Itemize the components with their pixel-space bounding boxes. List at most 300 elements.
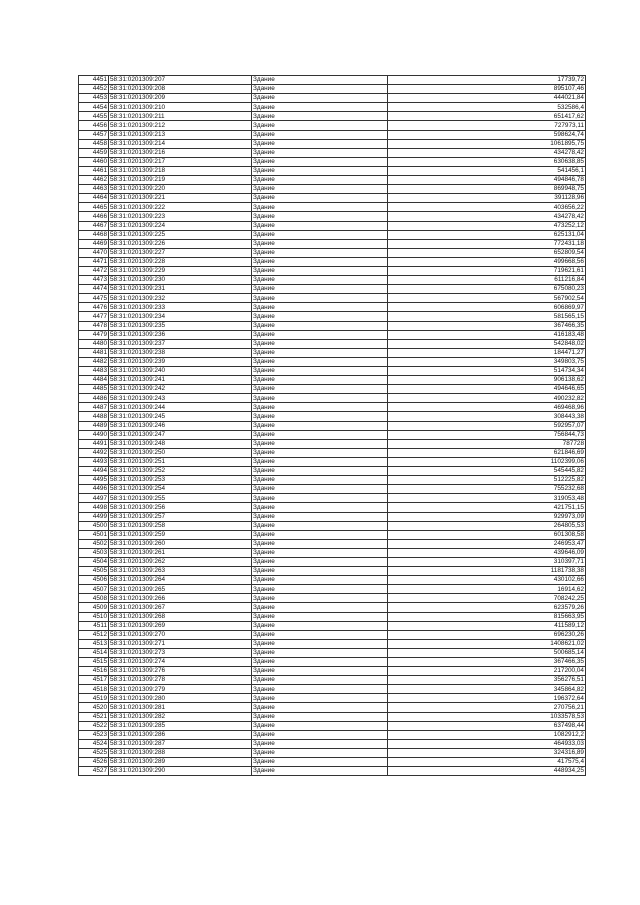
object-type-cell: Здание	[252, 748, 388, 757]
table-row	[79, 285, 586, 294]
cadastral-value-cell: 696230,26	[388, 630, 586, 639]
row-number-cell: 4487	[79, 403, 109, 412]
table-row	[79, 748, 586, 757]
table-row	[79, 758, 586, 767]
cadastral-number-cell: 58:31:0201309:237	[109, 339, 252, 348]
object-type-cell: Здание	[252, 594, 388, 603]
cadastral-value-cell: 592957,07	[388, 421, 586, 430]
cadastral-value-cell: 367466,35	[388, 658, 586, 667]
table-row	[79, 230, 586, 239]
cadastral-number-cell: 58:31:0201309:207	[109, 76, 252, 85]
table-row	[79, 521, 586, 530]
cadastral-number-cell: 58:31:0201309:223	[109, 212, 252, 221]
cadastral-value-cell: 324316,89	[388, 748, 586, 757]
object-type-cell: Здание	[252, 303, 388, 312]
table-row	[79, 394, 586, 403]
row-number-cell: 4479	[79, 330, 109, 339]
cadastral-value-cell: 421751,15	[388, 503, 586, 512]
cadastral-number-cell: 58:31:0201309:252	[109, 467, 252, 476]
object-type-cell: Здание	[252, 348, 388, 357]
cadastral-number-cell: 58:31:0201309:270	[109, 630, 252, 639]
object-type-cell: Здание	[252, 266, 388, 275]
cadastral-number-cell: 58:31:0201309:271	[109, 639, 252, 648]
cadastral-number-cell: 58:31:0201309:266	[109, 594, 252, 603]
cadastral-number-cell: 58:31:0201309:224	[109, 221, 252, 230]
cadastral-number-cell: 58:31:0201309:218	[109, 166, 252, 175]
row-number-cell: 4466	[79, 212, 109, 221]
cadastral-number-cell: 58:31:0201309:216	[109, 148, 252, 157]
row-number-cell: 4494	[79, 467, 109, 476]
cadastral-number-cell: 58:31:0201309:246	[109, 421, 252, 430]
row-number-cell: 4504	[79, 557, 109, 566]
table-row	[79, 294, 586, 303]
object-type-cell: Здание	[252, 103, 388, 112]
cadastral-value-cell: 621846,69	[388, 448, 586, 457]
object-type-cell: Здание	[252, 530, 388, 539]
table-row	[79, 176, 586, 185]
row-number-cell: 4476	[79, 303, 109, 312]
object-type-cell: Здание	[252, 448, 388, 457]
row-number-cell: 4483	[79, 367, 109, 376]
table-row	[79, 648, 586, 657]
cadastral-value-cell: 514734,34	[388, 367, 586, 376]
row-number-cell: 4464	[79, 194, 109, 203]
row-number-cell: 4492	[79, 448, 109, 457]
object-type-cell: Здание	[252, 367, 388, 376]
cadastral-value-cell: 567902,54	[388, 294, 586, 303]
cadastral-value-cell: 787728	[388, 439, 586, 448]
cadastral-number-cell: 58:31:0201309:251	[109, 457, 252, 466]
cadastral-value-cell: 727973,11	[388, 121, 586, 130]
object-type-cell: Здание	[252, 239, 388, 248]
cadastral-value-cell: 869948,75	[388, 185, 586, 194]
cadastral-number-cell: 58:31:0201309:262	[109, 557, 252, 566]
object-type-cell: Здание	[252, 157, 388, 166]
cadastral-number-cell: 58:31:0201309:233	[109, 303, 252, 312]
row-number-cell: 4457	[79, 130, 109, 139]
table-row	[79, 658, 586, 667]
cadastral-value-cell: 345864,82	[388, 685, 586, 694]
cadastral-number-cell: 58:31:0201309:278	[109, 676, 252, 685]
cadastral-number-cell: 58:31:0201309:211	[109, 112, 252, 121]
row-number-cell: 4510	[79, 612, 109, 621]
row-number-cell: 4527	[79, 767, 109, 776]
row-number-cell: 4459	[79, 148, 109, 157]
object-type-cell: Здание	[252, 176, 388, 185]
object-type-cell: Здание	[252, 485, 388, 494]
row-number-cell: 4462	[79, 176, 109, 185]
object-type-cell: Здание	[252, 703, 388, 712]
row-number-cell: 4467	[79, 221, 109, 230]
cadastral-value-cell: 367466,35	[388, 321, 586, 330]
object-type-cell: Здание	[252, 512, 388, 521]
object-type-cell: Здание	[252, 548, 388, 557]
row-number-cell: 4470	[79, 248, 109, 257]
table-row	[79, 485, 586, 494]
cadastral-value-cell: 17739,72	[388, 76, 586, 85]
cadastral-number-cell: 58:31:0201309:259	[109, 530, 252, 539]
cadastral-value-cell: 637498,44	[388, 721, 586, 730]
cadastral-value-cell: 545445,82	[388, 467, 586, 476]
row-number-cell: 4524	[79, 739, 109, 748]
cadastral-number-cell: 58:31:0201309:226	[109, 239, 252, 248]
table-row	[79, 767, 586, 776]
cadastral-value-cell: 356276,51	[388, 676, 586, 685]
object-type-cell: Здание	[252, 648, 388, 657]
row-number-cell: 4517	[79, 676, 109, 685]
row-number-cell: 4518	[79, 685, 109, 694]
object-type-cell: Здание	[252, 339, 388, 348]
row-number-cell: 4453	[79, 94, 109, 103]
table-row	[79, 266, 586, 275]
cadastral-number-cell: 58:31:0201309:274	[109, 658, 252, 667]
table-row	[79, 330, 586, 339]
row-number-cell: 4490	[79, 430, 109, 439]
table-row	[79, 739, 586, 748]
cadastral-number-cell: 58:31:0201309:255	[109, 494, 252, 503]
table-body	[79, 76, 586, 776]
table-row	[79, 276, 586, 285]
row-number-cell: 4478	[79, 321, 109, 330]
cadastral-value-cell: 464933,03	[388, 739, 586, 748]
table-row	[79, 121, 586, 130]
row-number-cell: 4486	[79, 394, 109, 403]
cadastral-value-cell: 430102,66	[388, 576, 586, 585]
cadastral-value-cell: 434278,42	[388, 148, 586, 157]
cadastral-number-cell: 58:31:0201309:260	[109, 539, 252, 548]
row-number-cell: 4497	[79, 494, 109, 503]
row-number-cell: 4456	[79, 121, 109, 130]
object-type-cell: Здание	[252, 730, 388, 739]
cadastral-number-cell: 58:31:0201309:285	[109, 721, 252, 730]
row-number-cell: 4506	[79, 576, 109, 585]
table-row	[79, 403, 586, 412]
row-number-cell: 4521	[79, 712, 109, 721]
cadastral-number-cell: 58:31:0201309:239	[109, 357, 252, 366]
row-number-cell: 4455	[79, 112, 109, 121]
table-row	[79, 639, 586, 648]
object-type-cell: Здание	[252, 685, 388, 694]
row-number-cell: 4461	[79, 166, 109, 175]
row-number-cell: 4475	[79, 294, 109, 303]
row-number-cell: 4458	[79, 139, 109, 148]
object-type-cell: Здание	[252, 312, 388, 321]
object-type-cell: Здание	[252, 276, 388, 285]
object-type-cell: Здание	[252, 421, 388, 430]
cadastral-number-cell: 58:31:0201309:225	[109, 230, 252, 239]
cadastral-value-cell: 598624,74	[388, 130, 586, 139]
row-number-cell: 4460	[79, 157, 109, 166]
row-number-cell: 4488	[79, 412, 109, 421]
row-number-cell: 4505	[79, 567, 109, 576]
cadastral-value-cell: 708242,25	[388, 594, 586, 603]
cadastral-number-cell: 58:31:0201309:273	[109, 648, 252, 657]
object-type-cell: Здание	[252, 739, 388, 748]
table-row	[79, 239, 586, 248]
cadastral-number-cell: 58:31:0201309:228	[109, 257, 252, 266]
table-row	[79, 494, 586, 503]
cadastral-value-cell: 611216,84	[388, 276, 586, 285]
table-row	[79, 512, 586, 521]
row-number-cell: 4500	[79, 521, 109, 530]
object-type-cell: Здание	[252, 621, 388, 630]
object-type-cell: Здание	[252, 539, 388, 548]
table-row	[79, 357, 586, 366]
row-number-cell: 4499	[79, 512, 109, 521]
cadastral-value-cell: 444021,84	[388, 94, 586, 103]
cadastral-value-cell: 756844,73	[388, 430, 586, 439]
table-row	[79, 185, 586, 194]
table-row	[79, 430, 586, 439]
table-row	[79, 448, 586, 457]
row-number-cell: 4498	[79, 503, 109, 512]
cadastral-value-cell: 310397,71	[388, 557, 586, 566]
cadastral-value-cell: 319053,48	[388, 494, 586, 503]
cadastral-number-cell: 58:31:0201309:229	[109, 266, 252, 275]
object-type-cell: Здание	[252, 394, 388, 403]
object-type-cell: Здание	[252, 658, 388, 667]
cadastral-value-cell: 16914,62	[388, 585, 586, 594]
cadastral-number-cell: 58:31:0201309:279	[109, 685, 252, 694]
cadastral-value-cell: 772431,18	[388, 239, 586, 248]
object-type-cell: Здание	[252, 430, 388, 439]
cadastral-value-cell: 1061895,75	[388, 139, 586, 148]
cadastral-number-cell: 58:31:0201309:264	[109, 576, 252, 585]
cadastral-number-cell: 58:31:0201309:210	[109, 103, 252, 112]
cadastral-value-cell: 541456,1	[388, 166, 586, 175]
cadastral-value-cell: 499668,56	[388, 257, 586, 266]
cadastral-number-cell: 58:31:0201309:261	[109, 548, 252, 557]
table-row	[79, 94, 586, 103]
row-number-cell: 4523	[79, 730, 109, 739]
cadastral-value-cell: 1181738,38	[388, 567, 586, 576]
row-number-cell: 4454	[79, 103, 109, 112]
cadastral-number-cell: 58:31:0201309:286	[109, 730, 252, 739]
cadastral-value-cell: 500685,14	[388, 648, 586, 657]
table-row	[79, 257, 586, 266]
table-row	[79, 76, 586, 85]
cadastral-number-cell: 58:31:0201309:209	[109, 94, 252, 103]
table-row	[79, 530, 586, 539]
object-type-cell: Здание	[252, 376, 388, 385]
table-row	[79, 166, 586, 175]
table-row	[79, 676, 586, 685]
row-number-cell: 4513	[79, 639, 109, 648]
cadastral-value-cell: 270756,21	[388, 703, 586, 712]
row-number-cell: 4501	[79, 530, 109, 539]
row-number-cell: 4520	[79, 703, 109, 712]
object-type-cell: Здание	[252, 230, 388, 239]
table-row	[79, 557, 586, 566]
table-row	[79, 203, 586, 212]
cadastral-value-cell: 434278,42	[388, 212, 586, 221]
table-row	[79, 612, 586, 621]
cadastral-number-cell: 58:31:0201309:287	[109, 739, 252, 748]
object-type-cell: Здание	[252, 294, 388, 303]
object-type-cell: Здание	[252, 166, 388, 175]
cadastral-value-cell: 906138,62	[388, 376, 586, 385]
row-number-cell: 4480	[79, 339, 109, 348]
object-type-cell: Здание	[252, 76, 388, 85]
object-type-cell: Здание	[252, 194, 388, 203]
table-row	[79, 694, 586, 703]
table-row	[79, 103, 586, 112]
cadastral-number-cell: 58:31:0201309:235	[109, 321, 252, 330]
cadastral-value-table	[78, 75, 586, 776]
cadastral-value-cell: 623579,26	[388, 603, 586, 612]
cadastral-number-cell: 58:31:0201309:258	[109, 521, 252, 530]
cadastral-number-cell: 58:31:0201309:220	[109, 185, 252, 194]
object-type-cell: Здание	[252, 203, 388, 212]
cadastral-number-cell: 58:31:0201309:231	[109, 285, 252, 294]
row-number-cell: 4519	[79, 694, 109, 703]
cadastral-number-cell: 58:31:0201309:267	[109, 603, 252, 612]
cadastral-value-cell: 606869,97	[388, 303, 586, 312]
cadastral-value-cell: 929973,09	[388, 512, 586, 521]
cadastral-number-cell: 58:31:0201309:243	[109, 394, 252, 403]
cadastral-value-cell: 1102399,06	[388, 457, 586, 466]
table-row	[79, 157, 586, 166]
object-type-cell: Здание	[252, 285, 388, 294]
table-row	[79, 703, 586, 712]
cadastral-number-cell: 58:31:0201309:281	[109, 703, 252, 712]
table-row	[79, 130, 586, 139]
cadastral-number-cell: 58:31:0201309:250	[109, 448, 252, 457]
table-row	[79, 476, 586, 485]
row-number-cell: 4469	[79, 239, 109, 248]
table-row	[79, 548, 586, 557]
cadastral-value-cell: 264805,53	[388, 521, 586, 530]
cadastral-value-cell: 349803,75	[388, 357, 586, 366]
cadastral-number-cell: 58:31:0201309:257	[109, 512, 252, 521]
table-row	[79, 339, 586, 348]
cadastral-value-cell: 417575,4	[388, 758, 586, 767]
table-row	[79, 467, 586, 476]
table-row	[79, 685, 586, 694]
object-type-cell: Здание	[252, 439, 388, 448]
table-row	[79, 221, 586, 230]
row-number-cell: 4515	[79, 658, 109, 667]
row-number-cell: 4472	[79, 266, 109, 275]
row-number-cell: 4514	[79, 648, 109, 657]
cadastral-number-cell: 58:31:0201309:280	[109, 694, 252, 703]
object-type-cell: Здание	[252, 403, 388, 412]
cadastral-number-cell: 58:31:0201309:248	[109, 439, 252, 448]
cadastral-number-cell: 58:31:0201309:227	[109, 248, 252, 257]
cadastral-number-cell: 58:31:0201309:242	[109, 385, 252, 394]
object-type-cell: Здание	[252, 112, 388, 121]
cadastral-value-cell: 411589,12	[388, 621, 586, 630]
cadastral-value-cell: 448934,25	[388, 767, 586, 776]
row-number-cell: 4484	[79, 376, 109, 385]
object-type-cell: Здание	[252, 385, 388, 394]
table-row	[79, 585, 586, 594]
object-type-cell: Здание	[252, 721, 388, 730]
table-row	[79, 603, 586, 612]
row-number-cell: 4482	[79, 357, 109, 366]
cadastral-value-cell: 308443,38	[388, 412, 586, 421]
cadastral-value-cell: 601308,58	[388, 530, 586, 539]
cadastral-value-cell: 581565,15	[388, 312, 586, 321]
cadastral-number-cell: 58:31:0201309:214	[109, 139, 252, 148]
row-number-cell: 4477	[79, 312, 109, 321]
row-number-cell: 4502	[79, 539, 109, 548]
cadastral-value-cell: 815663,95	[388, 612, 586, 621]
table-row	[79, 148, 586, 157]
table-row	[79, 385, 586, 394]
cadastral-value-cell: 542848,02	[388, 339, 586, 348]
cadastral-number-cell: 58:31:0201309:253	[109, 476, 252, 485]
object-type-cell: Здание	[252, 557, 388, 566]
cadastral-number-cell: 58:31:0201309:238	[109, 348, 252, 357]
cadastral-number-cell: 58:31:0201309:244	[109, 403, 252, 412]
row-number-cell: 4468	[79, 230, 109, 239]
table-row	[79, 412, 586, 421]
cadastral-number-cell: 58:31:0201309:276	[109, 667, 252, 676]
cadastral-number-cell: 58:31:0201309:247	[109, 430, 252, 439]
cadastral-number-cell: 58:31:0201309:234	[109, 312, 252, 321]
object-type-cell: Здание	[252, 457, 388, 466]
object-type-cell: Здание	[252, 639, 388, 648]
table-row	[79, 539, 586, 548]
cadastral-number-cell: 58:31:0201309:263	[109, 567, 252, 576]
row-number-cell: 4495	[79, 476, 109, 485]
object-type-cell: Здание	[252, 503, 388, 512]
row-number-cell: 4493	[79, 457, 109, 466]
row-number-cell: 4473	[79, 276, 109, 285]
table-row	[79, 503, 586, 512]
row-number-cell: 4509	[79, 603, 109, 612]
row-number-cell: 4503	[79, 548, 109, 557]
table-row	[79, 630, 586, 639]
row-number-cell: 4525	[79, 748, 109, 757]
object-type-cell: Здание	[252, 467, 388, 476]
table-row	[79, 457, 586, 466]
table-row	[79, 139, 586, 148]
cadastral-value-cell: 625131,04	[388, 230, 586, 239]
cadastral-value-cell: 217200,04	[388, 667, 586, 676]
cadastral-value-cell: 651417,62	[388, 112, 586, 121]
object-type-cell: Здание	[252, 476, 388, 485]
cadastral-value-cell: 416183,48	[388, 330, 586, 339]
object-type-cell: Здание	[252, 758, 388, 767]
table-row	[79, 421, 586, 430]
table-row	[79, 85, 586, 94]
cadastral-number-cell: 58:31:0201309:219	[109, 176, 252, 185]
cadastral-number-cell: 58:31:0201309:236	[109, 330, 252, 339]
object-type-cell: Здание	[252, 357, 388, 366]
table-row	[79, 730, 586, 739]
object-type-cell: Здание	[252, 567, 388, 576]
cadastral-number-cell: 58:31:0201309:269	[109, 621, 252, 630]
cadastral-value-cell: 1082912,2	[388, 730, 586, 739]
cadastral-value-cell: 652809,54	[388, 248, 586, 257]
table-row	[79, 576, 586, 585]
row-number-cell: 4522	[79, 721, 109, 730]
table-row	[79, 303, 586, 312]
cadastral-value-cell: 532586,4	[388, 103, 586, 112]
cadastral-number-cell: 58:31:0201309:232	[109, 294, 252, 303]
cadastral-value-cell: 494646,65	[388, 385, 586, 394]
cadastral-number-cell: 58:31:0201309:221	[109, 194, 252, 203]
cadastral-number-cell: 58:31:0201309:254	[109, 485, 252, 494]
cadastral-value-cell: 473252,12	[388, 221, 586, 230]
cadastral-number-cell: 58:31:0201309:289	[109, 758, 252, 767]
object-type-cell: Здание	[252, 321, 388, 330]
cadastral-number-cell: 58:31:0201309:256	[109, 503, 252, 512]
table-row	[79, 567, 586, 576]
cadastral-value-cell: 755232,68	[388, 485, 586, 494]
